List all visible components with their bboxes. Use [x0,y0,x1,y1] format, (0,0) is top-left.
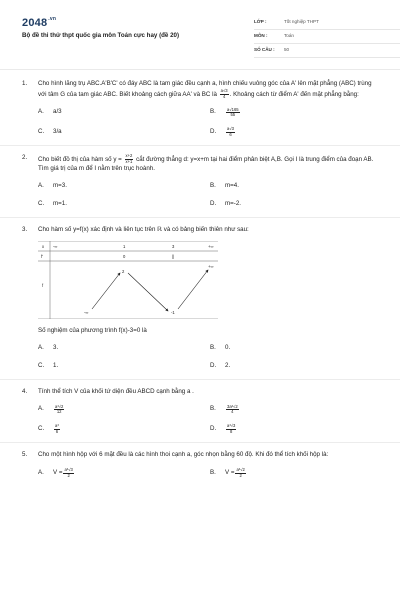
table-x-value: 3 [172,243,175,249]
question-separator [0,145,400,146]
meta-label: SỐ CÂU : [254,47,275,53]
table-f-value: -1 [171,309,175,315]
table-f-value: -∞ [84,309,89,315]
question-separator [0,379,400,380]
answer-option-c[interactable]: C. $\frac{\text{a³}}{6}$ [38,423,59,434]
meta-label: MÔN : [254,33,268,39]
question-1 [22,80,378,137]
table-label-x: x [42,243,45,249]
question-text: Cho biết đồ thị của hàm số y = $\frac{x+2}{x+1}$ cắt đường thẳng d: y=x+m tại hai điểm phân biệt A,B. Gọi I là trung điểm của đoạn AB. Tìm giá trị của m để I nằm trên trục hoành. [38,153,374,172]
answer-option-c[interactable]: C. m=1. [38,199,67,207]
question-separator [0,442,400,443]
table-x-value: -∞ [53,243,58,249]
question-5 [22,451,378,478]
variation-table [38,241,218,319]
answer-option-a[interactable]: A. m=3. [38,181,67,189]
answer-option-a[interactable]: A. V = $\frac{\text{a³√3}}{2}$ [38,467,73,478]
table-fprime-value: || [172,253,175,259]
meta-row-count [254,44,400,58]
question-number: 5. [22,451,28,459]
exam-title: Bộ đề thi thử thpt quốc gia môn Toán cực hay (đề 20) [22,32,180,39]
answer-option-c[interactable]: C. 1. [38,361,59,369]
header [22,14,378,60]
fraction: $\frac{a√3}{4}$ [220,87,228,99]
answer-option-b[interactable]: B. V = $\frac{\text{a³√2}}{2}$ [210,467,245,478]
answer-option-b[interactable]: B. $\frac{a√165}{55}$ [210,106,239,118]
answer-option-d[interactable]: D. $\frac{\text{a³√3}}{8}$ [210,423,236,434]
exam-meta [254,16,400,58]
table-label-fprime: f' [41,253,43,259]
answer-option-b[interactable]: B. m=4. [210,181,239,189]
answer-option-d[interactable]: D. 2. [210,361,231,369]
meta-value: Tốt nghiệp THPT [284,19,319,25]
table-label-f: f [42,282,44,288]
meta-value: Toán [284,33,294,39]
increase-arrow [178,270,208,309]
question-number: 1. [22,80,28,87]
answer-option-b[interactable]: B. 0. [210,343,231,351]
meta-value: 50 [284,47,290,53]
question-number: 3. [22,225,28,233]
table-x-value: 1 [123,243,126,249]
table-f-value: 2 [122,268,125,274]
question-text: Cho hàm số y=f(x) xác định và liên tục trên ℝ và có bảng biến thiên như sau: [38,225,249,233]
site-logo[interactable]: $2048^{.vn}$ [22,16,57,29]
answer-option-a[interactable]: A. a/3 [38,108,62,116]
fraction: $\frac{x+2}{x+1}$ [125,153,133,164]
question-subtext: Số nghiệm của phương trình f(x)-3=0 là [38,326,147,334]
decrease-arrow [128,273,168,311]
question-text: Cho hình lăng trụ ABC.A'B'C' có đáy ABC là tam giác đều cạnh a, hình chiếu vuông góc của A' lên mặt phẳng (ABC) trùng với tâm G của tam giác ABC. Biết khoảng cách giữa AA' và BC là $\frac{a√3}{4}$ . Khoảng cách từ điểm A' đến mặt phẳng bằng: [38,80,372,99]
table-fprime-value: 0 [123,253,126,259]
meta-label: LỚP : [254,19,267,25]
question-number: 2. [22,154,28,162]
question-4 [22,388,378,434]
answer-option-d[interactable]: D. $\frac{a√3}{6}$ [210,125,234,137]
question-text: Tính thể tích V của khối tứ diện đều ABCD cạnh bằng a . [38,387,194,395]
question-number: 4. [22,387,28,395]
answer-option-a[interactable]: A. 3. [38,343,59,351]
question-text: Cho một hình hộp với 6 mặt đều là các hình thoi cạnh a, góc nhọn bằng 60 độ. Khi đó thể tích khối hộp là: [38,451,329,459]
meta-row-class [254,16,400,30]
answer-option-d[interactable]: D. m=-2. [210,199,241,207]
question-list [22,80,378,486]
answer-option-a[interactable]: A. $\frac{\text{a³√2}}{12}$ [38,403,64,415]
answer-option-b[interactable]: B. $\frac{\text{3a³√2}}{4}$ [210,403,238,415]
answer-option-c[interactable]: C. 3/a [38,127,62,135]
question-2 [22,154,378,209]
increase-arrow [92,273,120,309]
question-3 [22,226,378,371]
table-f-value: +∞ [208,263,214,269]
table-x-value: +∞ [208,243,214,249]
meta-row-subject [254,30,400,44]
question-separator [0,217,400,218]
header-divider [0,69,400,70]
